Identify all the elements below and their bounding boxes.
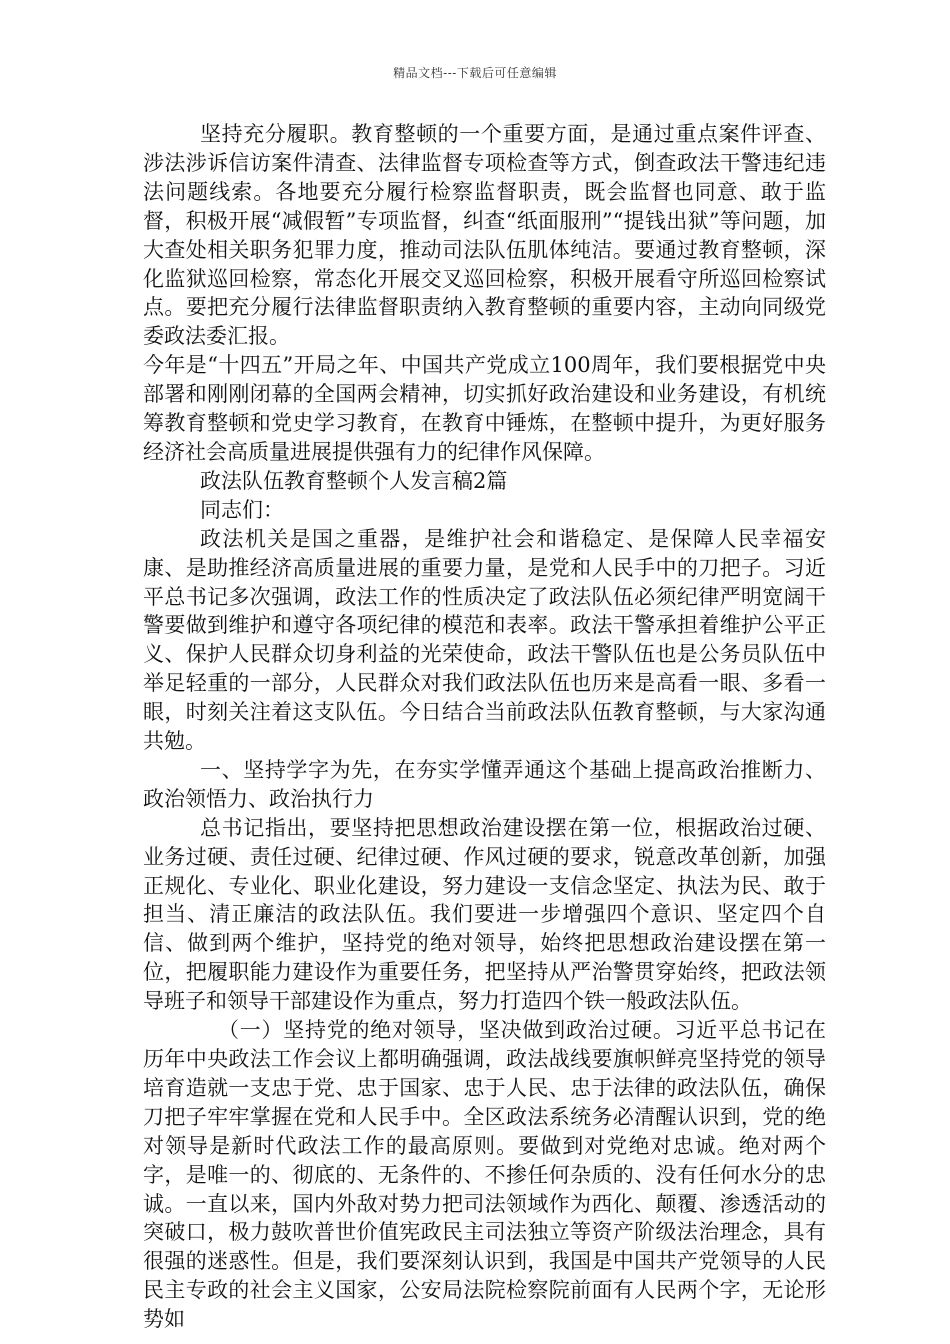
paragraph-secretary: 总书记指出，要坚持把思想政治建设摆在第一位，根据政治过硬、业务过硬、责任过硬、纪律过硬、作风过硬的要求，锐意改革创新，加强正规化、专业化、职业化建设，努力建设一支信念坚定、执法为民、敢于担当、清正廉洁的政法队伍。我们要进一步增强四个意识、坚定四个自信、做到两个维护，坚持党的绝对领导，始终把思想政治建设摆在第一位，把履职能力建设作为重要任务，把坚持从严治警贯穿始终，把政法领导班子和领导干部建设作为重点，努力打造四个铁一般政法队伍。 [143,815,826,1014]
paragraph-intro: 政法机关是国之重器，是维护社会和谐稳定、是保障人民幸福安康、是助推经济高质量进展的重要力量，是党和人民手中的刀把子。习近平总书记多次强调，政法工作的性质决定了政法队伍必须纪律严明宽阔干警要做到维护和遵守各项纪律的模范和表率。政法干警承担着维护公平正义、保护人民群众切身利益的光荣使命，政法干警队伍也是公务员队伍中举足轻重的一部分，人民群众对我们政法队伍也历来是高看一眼、多看一眼，时刻关注着这支队伍。今日结合当前政法队伍教育整顿，与大家沟通共勉。 [143,526,826,754]
paragraph-fourteenth-plan: 今年是“十四五”开局之年、中国共产党成立100周年，我们要根据党中央部署和刚刚闭幕的全国两会精神，切实抓好政治建设和业务建设，有机统筹教育整顿和党史学习教育，在教育中锤炼，在整顿中提升，为更好服务经济社会高质量进展提供强有力的纪律作风保障。 [143,353,826,464]
paragraph-party-leadership: （一）坚持党的绝对领导，坚决做到政治过硬。习近平总书记在历年中央政法工作会议上都明确强调，政法战线要旗帜鲜亮坚持党的领导培育造就一支忠于党、忠于国家、忠于人民、忠于法律的政法队伍，确保刀把子牢牢掌握在党和人民手中。全区政法系统务必清醒认识到，党的绝对领导是新时代政法工作的最高原则。要做到对党绝对忠诚。绝对两个字，是唯一的、彻底的、无条件的、不掺任何杂质的、没有任何水分的忠诚。一直以来，国内外敌对势力把司法领域作为西化、颠覆、渗透活动的突破口，极力鼓吹普世价值宪政民主司法独立等资产阶级法治理念，具有很强的迷惑性。但是，我们要深刻认识到，我国是中国共产党领导的人民民主专政的社会主义国家，公安局法院检察院前面有人民两个字，无论形势如 [143,1018,826,1332]
page-header: 精品文档---下载后可任意编辑 [393,66,557,80]
document-body [143,120,826,1334]
salutation: 同志们： [200,497,284,522]
section-title: 政法队伍教育整顿个人发言稿2篇 [200,468,508,493]
paragraph-performance: 坚持充分履职。教育整顿的一个重要方面，是通过重点案件评查、涉法涉诉信访案件清查、法律监督专项检查等方式，倒查政法干警违纪违法问题线索。各地要充分履行检察监督职责，既会监督也同意、敢于监督，积极开展“减假暂”专项监督，纠查“纸面服刑”“提钱出狱”等问题，加大查处相关职务犯罪力度，推动司法队伍肌体纯洁。要通过教育整顿，深化监狱巡回检察，常态化开展交叉巡回检察，积极开展看守所巡回检察试点。要把充分履行法律监督职责纳入教育整顿的重要内容，主动向同级党委政法委汇报。 [143,122,826,349]
heading-one: 一、坚持学字为先，在夯实学懂弄通这个基础上提高政治推断力、政治领悟力、政治执行力 [143,757,826,811]
